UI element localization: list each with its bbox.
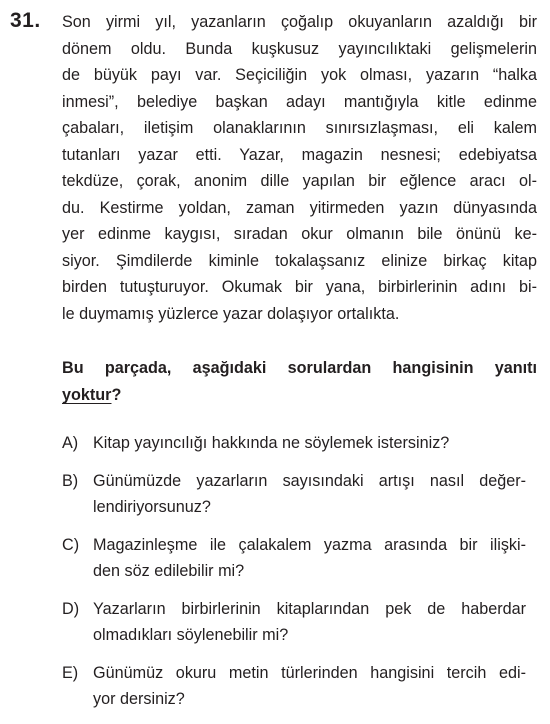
option-b[interactable] [62,468,537,521]
passage-line: yer edinme kaygısı, sıradan okur olmanın bile önünü ke- [62,225,537,243]
prompt-line: Bu parçada, aşağıdaki sorulardan hangisinin yanıtı [62,359,537,377]
passage-line: Son yirmi yıl, yazanların çoğalıp okuyanların azaldığı bir [62,13,537,31]
option-d[interactable] [62,596,537,649]
prompt-question-mark: ? [111,386,122,404]
option-a[interactable] [62,430,537,457]
option-line: lendiriyorsunuz? [93,498,211,516]
option-letter: A) [62,434,79,452]
option-line: yor dersiniz? [93,690,185,708]
passage-line: çabaları, iletişim olanaklarının sınırsızlaşması, eli kalem [62,119,537,137]
passage [62,9,537,327]
option-letter: B) [62,471,79,490]
passage-line: birden tutuşturuyor. Okumak bir yana, birbirlerinin adını bi- [62,278,537,296]
option-text [93,430,526,457]
option-letter: C) [62,535,80,554]
option-c[interactable] [62,532,537,585]
question-number: 31. [10,9,41,32]
passage-line: dönem oldu. Bunda kuşkusuz yayıncılıktaki gelişmelerin [62,39,537,58]
option-line: den söz edilebilir mi? [93,562,245,580]
prompt-underlined-word: yoktur [62,386,112,404]
answer-options [62,430,537,724]
option-text [93,596,526,649]
passage-line: tutanları yazar etti. Yazar, magazin nesnesi; edebiyatsa [62,145,537,164]
passage-line: du. Kestirme yoldan, zaman yitirmeden yazın dünyasında [62,198,537,217]
passage-line: siyor. Şimdilerde kiminle tokalaşsanız elinize birkaç kitap [62,251,537,270]
option-line: Magazinleşme ile çalakalem yazma arasında bir ilişki- [93,535,526,554]
passage-line: de büyük payı var. Seçiciliğin yok olması, yazarın “halka [62,66,537,84]
option-line: olmadıkları söylenebilir mi? [93,626,289,644]
option-text [93,532,526,585]
prompt-line [62,382,537,409]
passage-line: tekdüze, çorak, anonim dille yapılan bir eğlence aracı ol- [62,172,537,190]
option-text [93,468,526,521]
question-prompt [62,355,537,409]
option-letter: D) [62,599,80,618]
passage-line: inmesi”, belediye başkan adayı mantığıyla kitle edinme [62,92,537,111]
option-line: Günümüzde yazarların sayısındaki artışı nasıl değer- [93,471,526,490]
option-line: Yazarların birbirlerinin kitaplarından pek de haberdar [93,599,526,618]
option-line: Kitap yayıncılığı hakkında ne söylemek istersiniz? [93,434,450,452]
option-letter: E) [62,663,79,682]
passage-line: le duymamış yüzlerce yazar dolaşıyor ortalıkta. [62,304,400,323]
option-line: Günümüz okuru metin türlerinden hangisini tercih edi- [93,663,526,682]
